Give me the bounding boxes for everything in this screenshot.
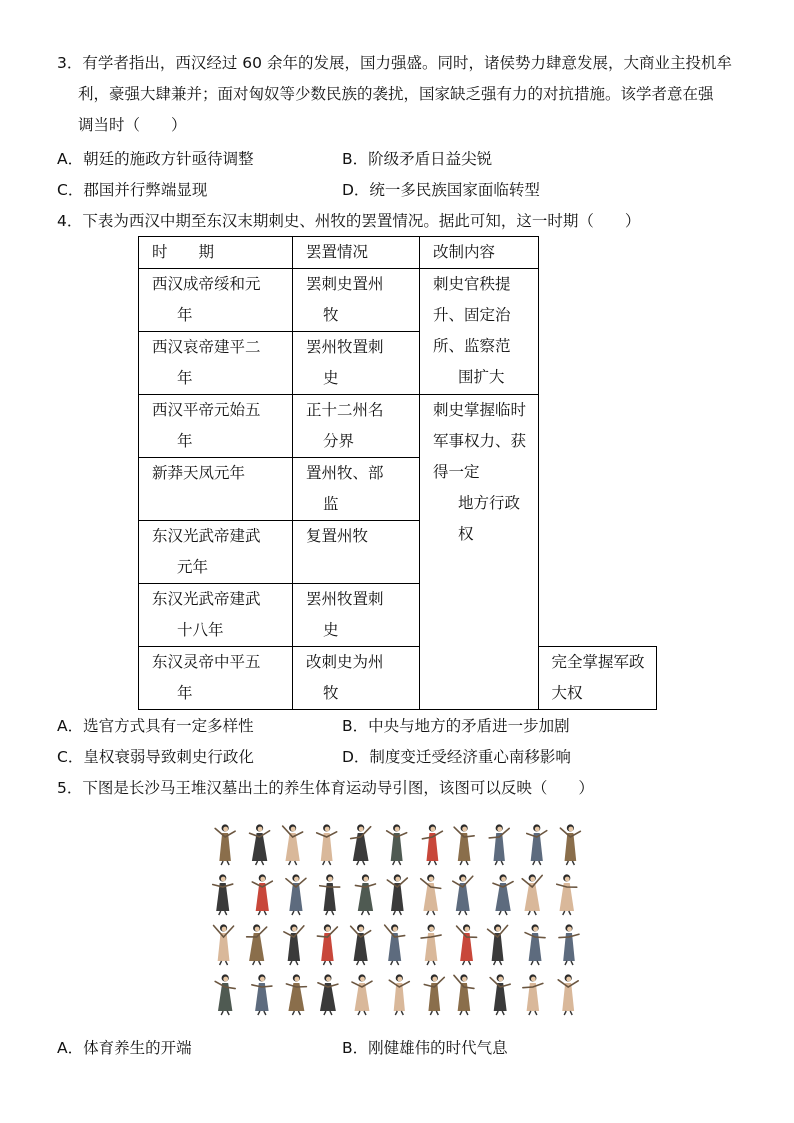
- daoyin-figure-image: [208, 818, 586, 1018]
- exercise-figure: [527, 824, 547, 865]
- exercise-figure: [525, 924, 545, 965]
- q3-stem-line: 调当时（ ）: [78, 116, 187, 134]
- table-row: [139, 521, 657, 584]
- header-period: 时 期: [139, 237, 293, 269]
- exercise-figure: [213, 874, 233, 915]
- exercise-figure: [387, 824, 407, 865]
- status-cell: 复置州牧: [293, 521, 420, 584]
- status-cell: 改刺史为州 牧: [293, 647, 420, 710]
- exercise-figure: [318, 974, 338, 1015]
- exercise-figure: [252, 974, 272, 1015]
- exercise-figure: [385, 924, 405, 965]
- exercise-figure: [352, 974, 372, 1015]
- exercise-figure: [422, 824, 442, 865]
- exercise-figure: [286, 974, 306, 1015]
- q5-option-a: A．体育养生的开端: [57, 1039, 192, 1057]
- exercise-figure: [559, 924, 579, 965]
- status-cell: 罢州牧置刺 史: [293, 332, 420, 395]
- exercise-figure: [215, 974, 235, 1015]
- exercise-figure: [557, 874, 577, 915]
- exercise-figure: [457, 924, 477, 965]
- status-cell: 正十二州名 分界: [293, 395, 420, 458]
- table-row: [139, 584, 657, 647]
- q4-option-c: C．皇权衰弱导致刺史行政化: [57, 748, 254, 766]
- header-reform: 改制内容: [420, 237, 539, 269]
- q3-stem: [57, 48, 757, 141]
- status-cell: 罢州牧置刺 史: [293, 584, 420, 647]
- exercise-figure: [284, 924, 304, 965]
- header-status: 罢置情况: [293, 237, 420, 269]
- period-cell: 西汉平帝元始五 年: [139, 395, 293, 458]
- table-row: [139, 395, 657, 458]
- q4-stem: 4．下表为西汉中期至东汉末期刺史、州牧的罢置情况。据此可知，这一时期（ ）: [57, 212, 641, 230]
- exercise-figure: [351, 824, 371, 865]
- q4-table: [138, 236, 657, 710]
- q4-option-d: D．制度变迁受经济重心南移影响: [342, 748, 571, 766]
- exercise-figure: [247, 924, 267, 965]
- q5-option-b: B．刚健雄伟的时代气息: [342, 1039, 508, 1057]
- status-cell: 置州牧、部 监: [293, 458, 420, 521]
- exercise-figure: [522, 874, 542, 915]
- reform-cell: 完全掌握军政大权: [538, 647, 657, 710]
- exercise-figure: [317, 824, 337, 865]
- table-header-row: [139, 237, 657, 269]
- exercise-figure: [424, 974, 444, 1015]
- q4-option-a: A．选官方式具有一定多样性: [57, 717, 254, 735]
- reform-cell: 刺史掌握临时军事权力、获得一定 地方行政权: [420, 395, 539, 710]
- table-row: [139, 647, 657, 710]
- q3-stem-line: 3．有学者指出，西汉经过 60 余年的发展，国力强盛。同时，诸侯势力肆意发展，大商业主投机牟: [57, 54, 732, 72]
- exercise-figure: [355, 874, 375, 915]
- period-cell: 西汉哀帝建平二 年: [139, 332, 293, 395]
- q5-stem: 5．下图是长沙马王堆汉墓出土的养生体育运动导引图，该图可以反映（ ）: [57, 779, 594, 797]
- period-cell: 东汉光武帝建武 元年: [139, 521, 293, 584]
- exercise-figure: [490, 974, 510, 1015]
- exercise-figure: [489, 824, 509, 865]
- exercise-figure: [454, 824, 474, 865]
- exercise-figure: [351, 924, 371, 965]
- exercise-figure: [250, 824, 270, 865]
- q4-option-b: B．中央与地方的矛盾进一步加剧: [342, 717, 570, 735]
- table-row: [139, 269, 657, 332]
- exercise-figure: [421, 924, 441, 965]
- exercise-figure: [558, 974, 578, 1015]
- q3-option-a: A．朝廷的施政方针亟待调整: [57, 150, 254, 168]
- period-cell: 新莽天凤元年: [139, 458, 293, 521]
- exercise-figure: [387, 874, 407, 915]
- exercise-figure: [523, 974, 543, 1015]
- q3-option-b: B．阶级矛盾日益尖锐: [342, 150, 493, 168]
- exercise-figure: [214, 924, 234, 965]
- exercise-figure: [317, 924, 337, 965]
- period-cell: 东汉光武帝建武 十八年: [139, 584, 293, 647]
- table-row: [139, 332, 657, 395]
- reform-cell: 刺史官秩提升、固定治所、监察范 围扩大: [420, 269, 539, 395]
- exercise-figure: [560, 824, 580, 865]
- exercise-figure: [453, 874, 473, 915]
- period-cell: 西汉成帝绥和元 年: [139, 269, 293, 332]
- q3-stem-line: 利，豪强大肆兼并；面对匈奴等少数民族的袭扰，国家缺乏强有力的对抗措施。该学者意在强: [78, 85, 714, 103]
- q3-option-d: D．统一多民族国家面临转型: [342, 181, 540, 199]
- exercise-figure: [286, 874, 306, 915]
- exercise-figure: [215, 824, 235, 865]
- q3-option-c: C．郡国并行弊端显现: [57, 181, 208, 199]
- exercise-figure: [320, 874, 340, 915]
- exercise-figure: [454, 974, 474, 1015]
- exercise-figure: [493, 874, 513, 915]
- exercise-figure: [283, 824, 303, 865]
- exercise-figure: [488, 924, 508, 965]
- exercise-figure: [389, 974, 409, 1015]
- exercise-figure: [252, 874, 272, 915]
- status-cell: 罢刺史置州 牧: [293, 269, 420, 332]
- table-row: [139, 458, 657, 521]
- period-cell: 东汉灵帝中平五 年: [139, 647, 293, 710]
- exercise-figure: [421, 874, 441, 915]
